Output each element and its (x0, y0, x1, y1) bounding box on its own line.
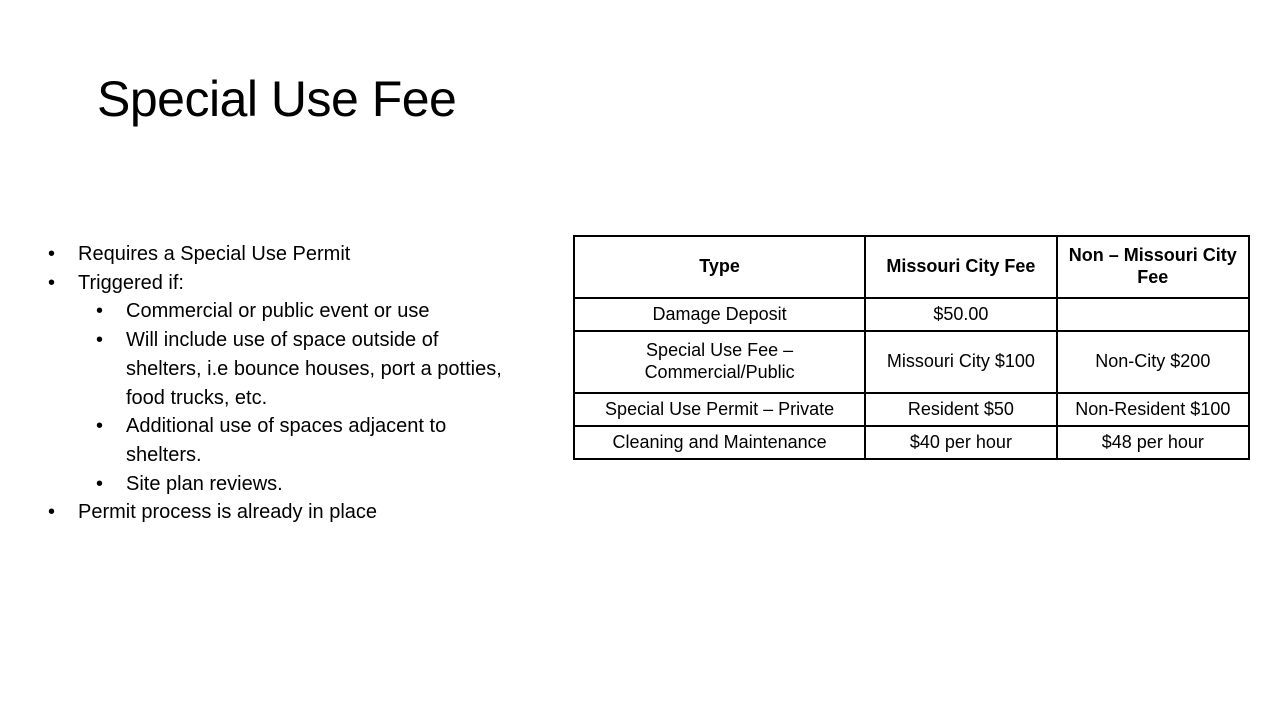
sub-bullet-text: Additional use of spaces adjacent to shelters. (126, 415, 447, 466)
bullet-list (48, 240, 508, 527)
header-non-missouri-city-fee: Non – Missouri City Fee (1057, 236, 1249, 298)
cell-non-missouri-city-fee (1057, 298, 1249, 331)
cell-non-missouri-city-fee: Non-City $200 (1057, 331, 1249, 393)
bullet-text: Triggered if: (78, 271, 184, 294)
table-row (574, 331, 1249, 393)
bullet-text: Requires a Special Use Permit (78, 243, 351, 265)
header-type: Type (574, 236, 865, 298)
cell-missouri-city-fee: $50.00 (865, 298, 1056, 331)
cell-type: Cleaning and Maintenance (574, 426, 865, 459)
cell-missouri-city-fee: Resident $50 (865, 393, 1056, 426)
cell-type: Damage Deposit (574, 298, 865, 331)
sub-bullet-text: Site plan reviews. (126, 472, 283, 495)
slide-title: Special Use Fee (97, 71, 457, 127)
fee-table (573, 235, 1250, 460)
bullet-item (48, 498, 508, 527)
cell-type: Special Use Fee – Commercial/Public (574, 331, 865, 393)
cell-non-missouri-city-fee: $48 per hour (1057, 426, 1249, 459)
header-missouri-city-fee: Missouri City Fee (865, 236, 1056, 298)
table-row (574, 298, 1249, 331)
sub-bullet-item (96, 412, 508, 469)
sub-bullet-text: Commercial or public event or use (126, 300, 430, 323)
table-row (574, 393, 1249, 426)
table-header-row (574, 236, 1249, 298)
table-row (574, 426, 1249, 459)
sub-bullet-item (96, 326, 508, 412)
sub-bullet-item (96, 470, 508, 499)
bullet-item (48, 240, 508, 269)
bullet-text: Permit process is already in place (78, 501, 378, 524)
cell-type: Special Use Permit – Private (574, 393, 865, 426)
cell-non-missouri-city-fee: Non-Resident $100 (1057, 393, 1249, 426)
cell-missouri-city-fee: $40 per hour (865, 426, 1056, 459)
cell-missouri-city-fee: Missouri City $100 (865, 331, 1056, 393)
sub-bullet-text: Will include use of space outside of shelters, i.e bounce houses, port a potties, food trucks, etc. (126, 329, 502, 409)
bullet-item (48, 269, 508, 499)
sub-bullet-list (78, 297, 508, 498)
sub-bullet-item (96, 297, 508, 326)
